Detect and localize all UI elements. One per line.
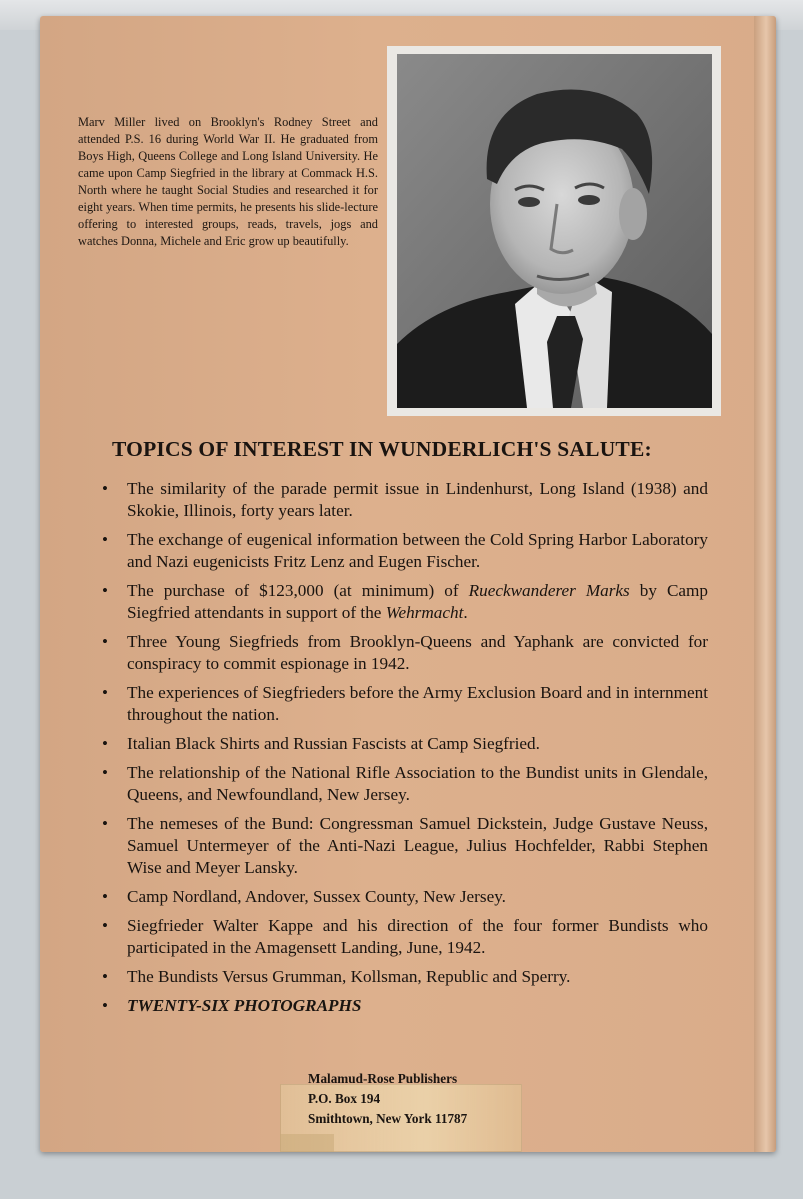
bullet-icon: • bbox=[102, 530, 108, 549]
author-photo-frame bbox=[387, 46, 721, 416]
topic-text bbox=[127, 581, 708, 622]
topic-text: The relationship of the National Rifle Association to the Bundist units in Glendale, Queens, and Newfoundland, New Jersey. bbox=[127, 763, 708, 804]
bullet-icon: • bbox=[102, 763, 108, 782]
topic-text: Italian Black Shirts and Russian Fascists at Camp Siegfried. bbox=[127, 734, 540, 753]
topic-text: Camp Nordland, Andover, Sussex County, New Jersey. bbox=[127, 887, 506, 906]
topic-item bbox=[96, 966, 708, 988]
topic-text: The similarity of the parade permit issue in Lindenhurst, Long Island (1938) and Skokie, Illinois, forty years later. bbox=[127, 479, 708, 520]
topic-item bbox=[96, 995, 708, 1017]
topic-item bbox=[96, 631, 708, 675]
topic-text: Siegfrieder Walter Kappe and his direction of the four former Bundists who participated in the Amagensett Landing, June, 1942. bbox=[127, 916, 708, 957]
topic-item bbox=[96, 733, 708, 755]
bullet-icon: • bbox=[102, 581, 108, 600]
bullet-icon: • bbox=[102, 887, 108, 906]
topics-list bbox=[96, 478, 708, 1024]
topic-emphasis: Rueckwanderer Marks bbox=[468, 581, 630, 600]
topic-text: The exchange of eugenical information between the Cold Spring Harbor Laboratory and Nazi eugenicists Fritz Lenz and Eugen Fischer. bbox=[127, 530, 708, 571]
topic-text-part: by Camp Siegfried attendants in support of the bbox=[127, 581, 708, 622]
topic-item bbox=[96, 580, 708, 624]
topic-item bbox=[96, 478, 708, 522]
bullet-icon: • bbox=[102, 996, 108, 1015]
topics-heading: TOPICS OF INTEREST IN WUNDERLICH'S SALUTE: bbox=[112, 437, 652, 461]
topic-text-part: The purchase of $123,000 (at minimum) of bbox=[127, 581, 469, 600]
topic-item bbox=[96, 682, 708, 726]
sticker-tear bbox=[280, 1134, 334, 1152]
topic-text: The nemeses of the Bund: Congressman Samuel Dickstein, Judge Gustave Neuss, Samuel Untermeyer of the Anti-Nazi League, Julius Hochfelder, Rabbi Stephen Wise and Meyer Lansky. bbox=[127, 814, 708, 877]
publisher-name: Malamud-Rose Publishers bbox=[308, 1071, 458, 1086]
topic-item bbox=[96, 529, 708, 573]
bullet-icon: • bbox=[102, 734, 108, 753]
publisher-city: Smithtown, New York 11787 bbox=[308, 1111, 468, 1126]
topic-item bbox=[96, 813, 708, 879]
bullet-icon: • bbox=[102, 814, 108, 833]
topic-text: TWENTY-SIX PHOTOGRAPHS bbox=[127, 996, 362, 1015]
topic-text: The Bundists Versus Grumman, Kollsman, Republic and Sperry. bbox=[127, 967, 571, 986]
topic-item bbox=[96, 915, 708, 959]
author-portrait-icon bbox=[397, 54, 712, 408]
topic-text: The experiences of Siegfrieders before the Army Exclusion Board and in internment throughout the nation. bbox=[127, 683, 708, 724]
bullet-icon: • bbox=[102, 683, 108, 702]
bullet-icon: • bbox=[102, 479, 108, 498]
topic-item bbox=[96, 762, 708, 806]
publisher-block bbox=[308, 1069, 467, 1129]
author-bio: Marv Miller lived on Brooklyn's Rodney Street and attended P.S. 16 during World War II. He graduated from Boys High, Queens College and Long Island University. He came upon Camp Siegfried in the library at Commack H.S. North where he taught Social Studies and researched it for eight years. When time permits, he presents his slide-lecture offering to interested groups, reads, travels, jogs and watches Donna, Michele and Eric grow up beautifully. bbox=[78, 115, 378, 248]
topic-text: Three Young Siegfrieds from Brooklyn-Queens and Yaphank are convicted for conspiracy to commit espionage in 1942. bbox=[127, 632, 708, 673]
publisher-box: P.O. Box 194 bbox=[308, 1091, 381, 1106]
bullet-icon: • bbox=[102, 632, 108, 651]
book-spine-edge bbox=[754, 16, 776, 1152]
topic-text-part: . bbox=[463, 603, 468, 622]
bullet-icon: • bbox=[102, 916, 108, 935]
topic-item bbox=[96, 886, 708, 908]
bullet-icon: • bbox=[102, 967, 108, 986]
topic-emphasis: Wehrmacht bbox=[385, 603, 464, 622]
